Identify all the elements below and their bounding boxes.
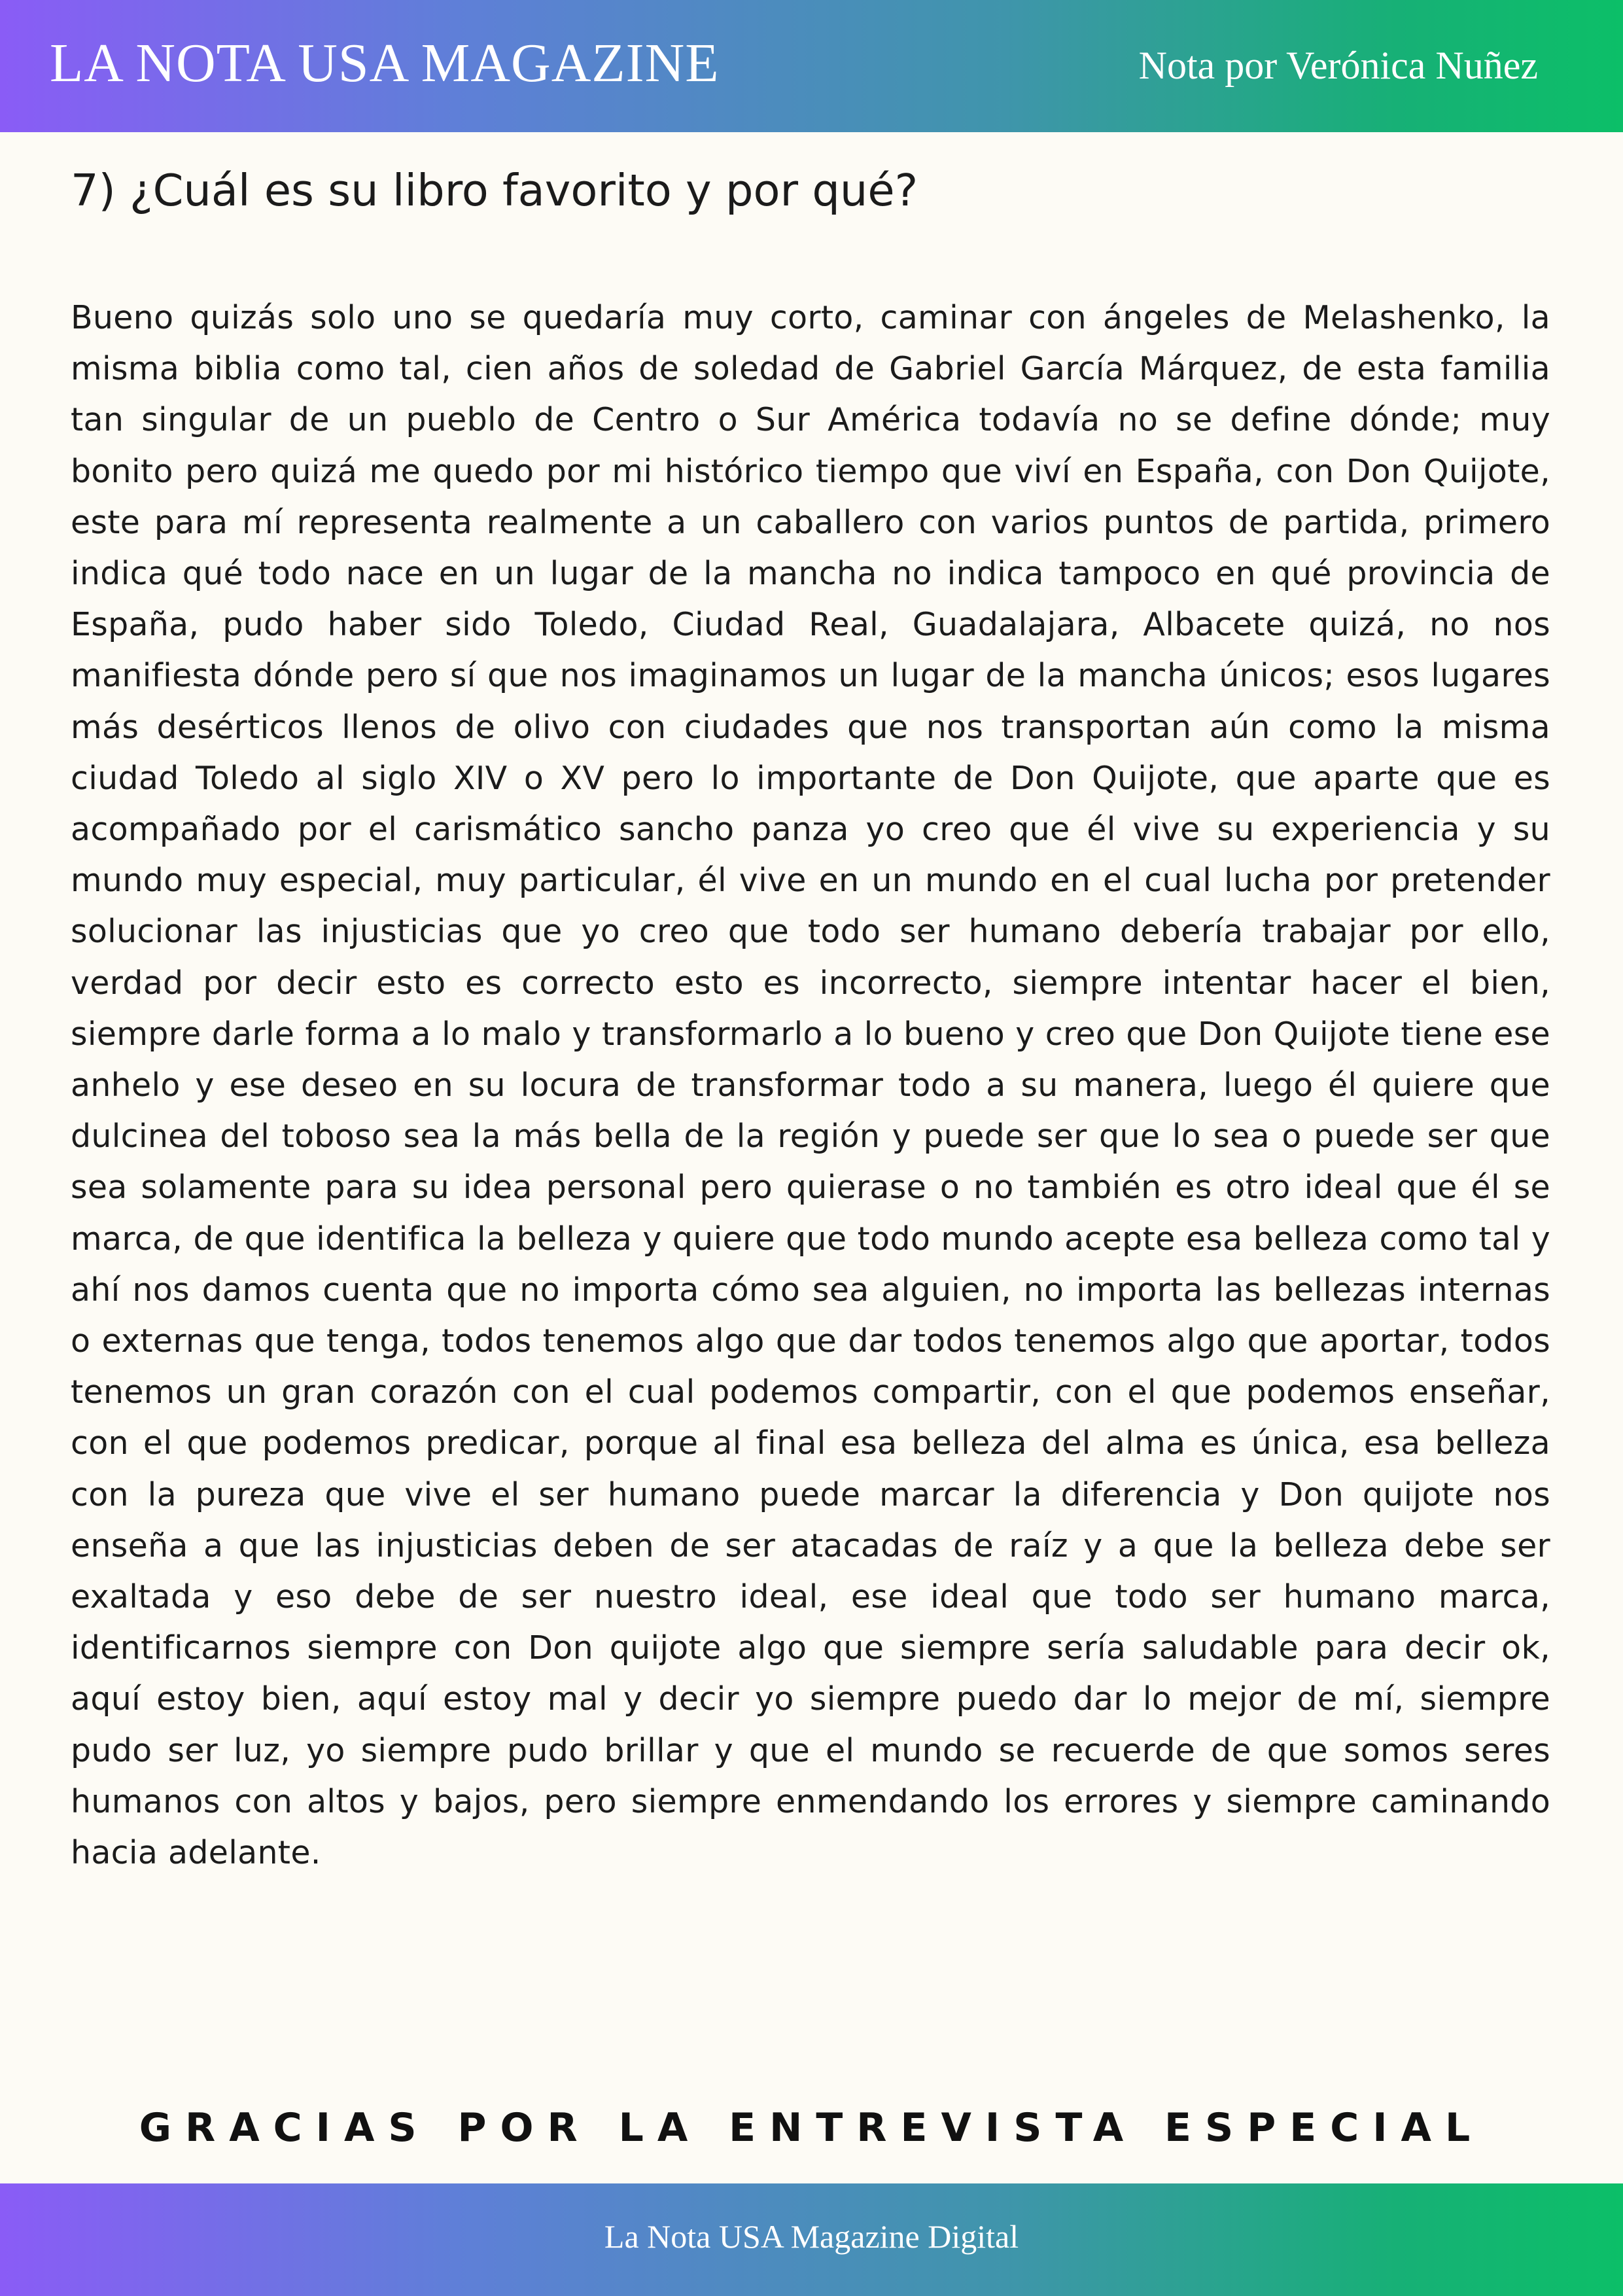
interview-answer-paragraph: Bueno quizás solo uno se quedaría muy corto, caminar con ángeles de Melashenko, la misma biblia como tal, cien años de soledad de Gabriel García Márquez, de esta familia tan singular de un pueblo de Centro o Sur América todavía no se define dónde; muy bonito pero quizá me quedo por mi histórico tiempo que viví en España, con Don Quijote, este para mí representa realmente a un caballero con varios puntos de partida, primero indica qué todo nace en un lugar de la mancha no indica tampoco en qué provincia de España, pudo haber sido Toledo, Ciudad Real, Guadalajara, Albacete quizá, no nos manifiesta dónde pero sí que nos imaginamos un lugar de la mancha únicos; esos lugares más desérticos llenos de olivo con ciudades que nos transportan aún como la misma ciudad Toledo al siglo XIV o XV pero lo importante de Don Quijote, que aparte que es acompañado por el carismático sancho panza yo creo que él vive su experiencia y su mundo muy especial, muy particular, él vive en un mundo en el cual lucha por pretender solucionar las injusticias que yo creo que todo ser humano debería trabajar por ello, verdad por decir esto es correcto esto es incorrecto, siempre intentar hacer el bien, siempre darle forma a lo malo y transformarlo a lo bueno y creo que Don Quijote tiene ese anhelo y ese deseo en su locura de transformar todo a su manera, luego él quiere que dulcinea del toboso sea la más bella de la región y puede ser que lo sea o puede ser que sea solamente para su idea personal pero quierase o no también es otro ideal que él se marca, de que identifica la belleza y quiere que todo mundo acepte esa belleza como tal y ahí nos damos cuenta que no importa cómo sea alguien, no importa las bellezas internas o externas que tenga, todos tenemos algo que dar todos tenemos algo que aportar, todos tenemos un gran corazón con el cual podemos compartir, con el que podemos enseñar, con el que podemos predicar, porque al final esa belleza del alma es única, esa belleza con la pureza que vive el ser humano puede marcar la diferencia y Don quijote nos enseña a que las injusticias deben de ser atacadas de raíz y a que la belleza debe ser exaltada y eso debe de ser nuestro ideal, ese ideal que todo ser humano marca, identificarnos siempre con Don quijote algo que siempre sería saludable para decir ok, aquí estoy bien, aquí estoy mal y decir yo siempre puedo dar lo mejor de mí, siempre pudo ser luz, yo siempre pudo brillar y que el mundo se recuerde de que somos seres humanos con altos y bajos, pero siempre enmendando los errores y siempre caminando hacia adelante. (71, 299, 1550, 1872)
magazine-brand-title: LA NOTA USA MAGAZINE (50, 33, 720, 94)
footer-label: La Nota USA Magazine Digital (604, 2218, 1019, 2255)
interview-question-heading: 7) ¿Cuál es su libro favorito y por qué? (71, 165, 918, 216)
closing-thanks-heading: GRACIAS POR LA ENTREVISTA ESPECIAL (139, 2105, 1484, 2151)
magazine-footer-banner (0, 2183, 1623, 2296)
author-byline: Nota por Verónica Nuñez (1138, 44, 1538, 87)
magazine-header-banner (0, 0, 1623, 132)
